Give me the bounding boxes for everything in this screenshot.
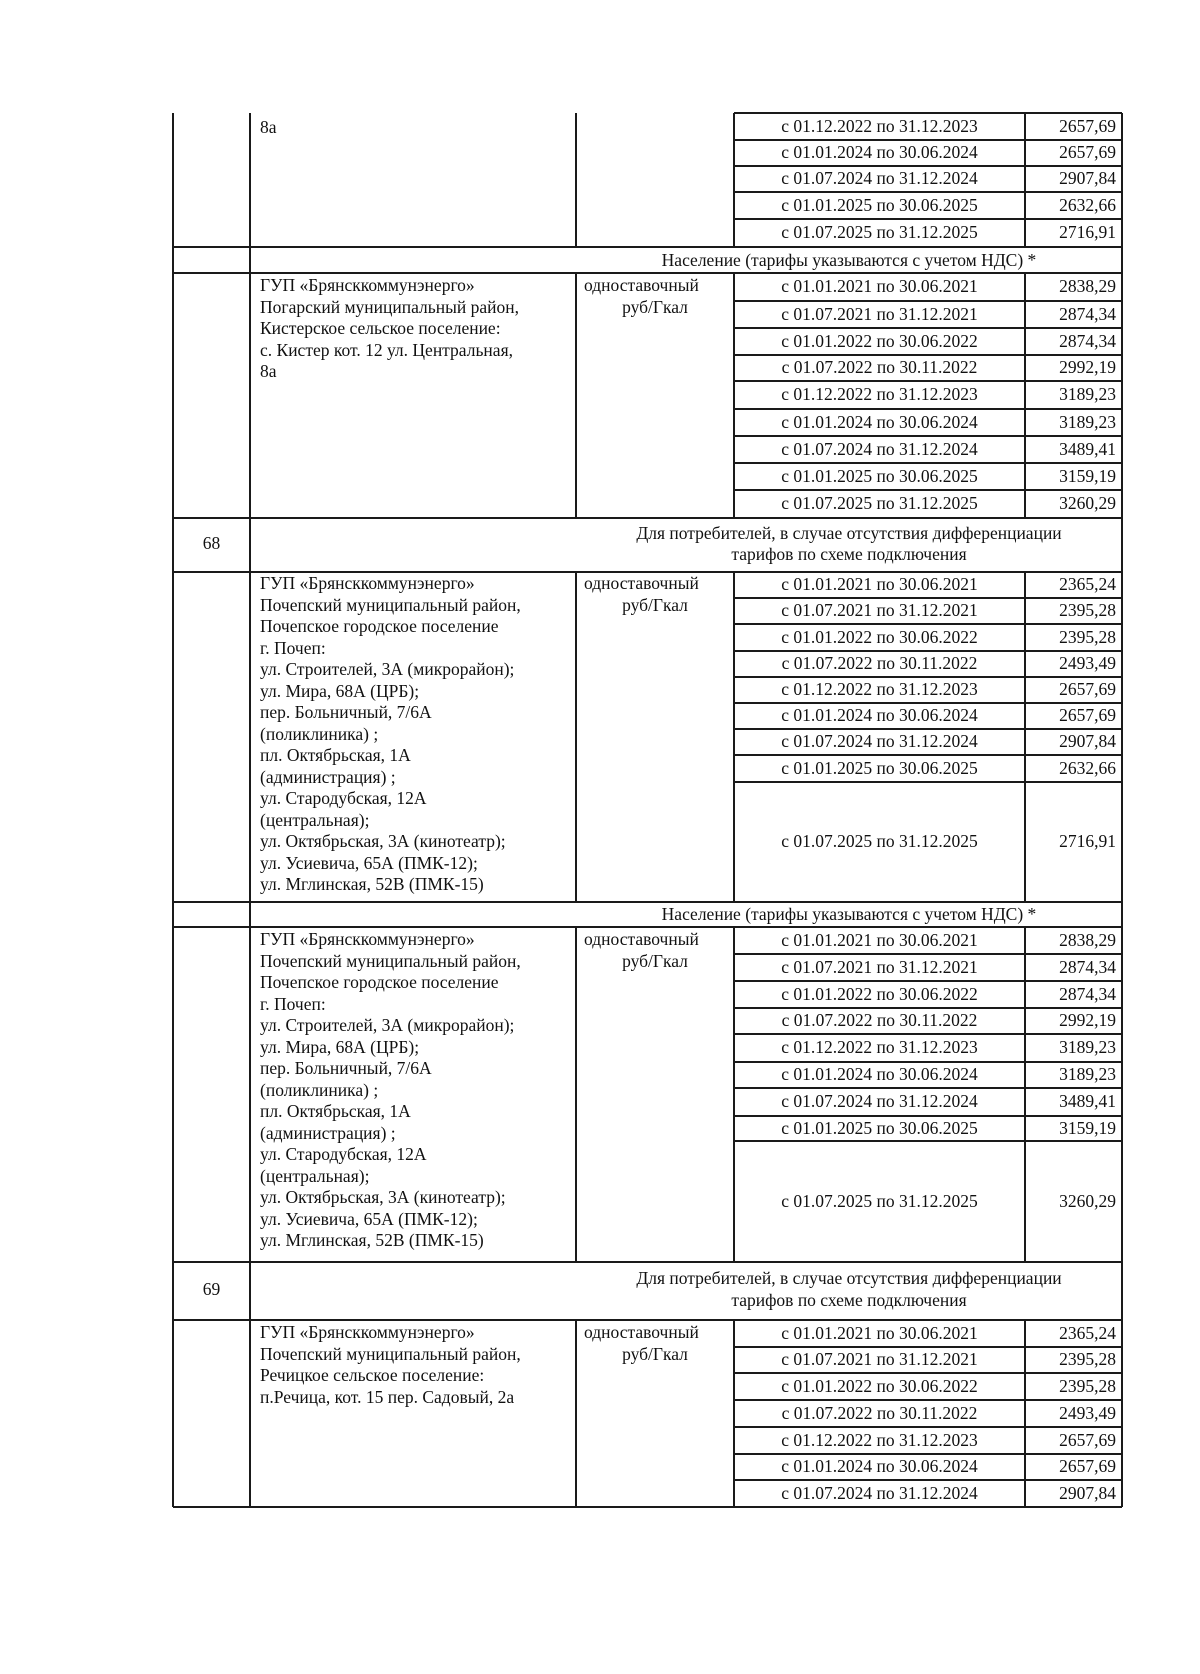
- consumers-header: Для потребителей, в случае отсутствия дифференциации: [636, 523, 1062, 543]
- org-pochep-pop-line: (администрация) ;: [260, 1122, 396, 1143]
- org-rechitsa-line: п.Речица, кот. 15 пер. Садовый, 2а: [260, 1386, 515, 1407]
- population-header: Население (тарифы указываются с учетом НДС) *: [661, 904, 1037, 924]
- pochep-date: с 01.07.2022 по 30.11.2022: [781, 653, 978, 673]
- pochep-value: 2907,84: [1059, 731, 1116, 751]
- pochep-value: 2632,66: [1059, 757, 1116, 778]
- kister-value: 2992,19: [1059, 357, 1116, 377]
- pochep-value: 2493,49: [1059, 653, 1116, 673]
- pochep-pop-value: 3260,29: [1059, 1190, 1116, 1211]
- kister-value: 2838,29: [1059, 276, 1116, 296]
- pochep-pop-date: с 01.01.2024 по 30.06.2024: [781, 1064, 978, 1084]
- kister-value: 3189,23: [1059, 384, 1116, 404]
- pochep-pop-date: с 01.07.2021 по 31.12.2021: [781, 956, 978, 977]
- rechitsa-date: с 01.12.2022 по 31.12.2023: [781, 1429, 978, 1450]
- pochep-pop-date: с 01.07.2022 по 30.11.2022: [781, 1010, 978, 1030]
- org-pochep-line: пер. Больничный, 7/6А: [260, 702, 432, 722]
- pochep-date: с 01.07.2021 по 31.12.2021: [781, 600, 978, 620]
- pochep-value: 2395,28: [1059, 626, 1116, 647]
- block0-value: 2632,66: [1059, 194, 1116, 215]
- tariff-type: [584, 1322, 699, 1344]
- tariff-unit: руб/Гкал: [622, 297, 688, 317]
- rechitsa-date: с 01.07.2021 по 31.12.2021: [781, 1349, 978, 1369]
- org-pochep-line: Почепское городское поселение: [260, 616, 499, 636]
- tariff-unit: руб/Гкал: [622, 595, 688, 615]
- pochep-date: с 01.07.2025 по 31.12.2025: [781, 831, 978, 851]
- row-number-69: 69: [202, 1279, 221, 1299]
- org-pochep-pop-line: Почепское городское поселение: [260, 972, 499, 992]
- kister-date: с 01.01.2024 по 30.06.2024: [781, 411, 978, 432]
- rechitsa-value: 2657,69: [1059, 1429, 1116, 1450]
- pochep-pop-value: 2838,29: [1059, 929, 1116, 950]
- pochep-pop-value: 2874,34: [1059, 956, 1116, 977]
- org-pochep-pop-line: ул. Мглинская, 52В (ПМК-15): [260, 1230, 484, 1250]
- kister-value: 3489,41: [1059, 438, 1116, 459]
- pochep-value: 2365,24: [1059, 574, 1116, 594]
- org-pochep-pop-line: ул. Строителей, 3А (микрорайон);: [260, 1015, 515, 1035]
- org-pochep-pop-line: ул. Стародубская, 12А: [260, 1144, 427, 1164]
- kister-value: 3260,29: [1059, 493, 1116, 513]
- block0-value: 2716,91: [1059, 222, 1116, 242]
- kister-date: с 01.12.2022 по 31.12.2023: [781, 384, 978, 404]
- rechitsa-date: с 01.07.2024 по 31.12.2024: [781, 1482, 978, 1503]
- pochep-pop-date: с 01.07.2025 по 31.12.2025: [781, 1190, 978, 1211]
- rechitsa-date: с 01.01.2021 по 30.06.2021: [781, 1322, 978, 1343]
- org-pochep-pop-line: пл. Октябрьская, 1А: [260, 1101, 411, 1121]
- org-pochep-pop-line: ГУП «Брянсккоммунэнерго»: [260, 929, 475, 949]
- row-number-68: 68: [202, 533, 221, 553]
- kister-date: с 01.01.2021 по 30.06.2021: [781, 276, 978, 296]
- tariff-type-line: одноставочный: [584, 275, 699, 295]
- block0-date: с 01.01.2025 по 30.06.2025: [781, 194, 978, 215]
- rechitsa-date: с 01.01.2022 по 30.06.2022: [781, 1375, 978, 1396]
- pochep-value: 2716,91: [1059, 831, 1116, 851]
- pochep-pop-value: 2874,34: [1059, 983, 1116, 1004]
- pochep-pop-date: с 01.01.2021 по 30.06.2021: [781, 929, 978, 950]
- org-kister-line: с. Кистер кот. 12 ул. Центральная,: [260, 339, 513, 360]
- org-kister: [260, 275, 519, 383]
- kister-value: 3189,23: [1059, 411, 1116, 432]
- org-pochep-pop-line: г. Почеп:: [260, 993, 326, 1014]
- kister-value: 2874,34: [1059, 330, 1116, 351]
- org-rechitsa-line: ГУП «Брянсккоммунэнерго»: [260, 1322, 475, 1342]
- block0-date: с 01.12.2022 по 31.12.2023: [781, 115, 978, 136]
- org-rechitsa: [260, 1322, 521, 1408]
- consumers-header: Для потребителей, в случае отсутствия дифференциации: [636, 1268, 1062, 1288]
- org-pochep-pop-line: ул. Октябрьская, 3А (кинотеатр);: [260, 1187, 506, 1207]
- org-pochep-pop: [260, 929, 521, 1252]
- rechitsa-value: 2395,28: [1059, 1375, 1116, 1396]
- tariff-type: [584, 275, 699, 297]
- kister-date: с 01.07.2022 по 30.11.2022: [781, 357, 978, 377]
- org-pochep-line: пл. Октябрьская, 1А: [260, 745, 411, 765]
- rechitsa-value: 2395,28: [1059, 1349, 1116, 1369]
- rechitsa-value: 2365,24: [1059, 1322, 1116, 1343]
- tariff-type: [584, 573, 699, 595]
- tariff-unit: руб/Гкал: [622, 951, 688, 971]
- org-pochep-line: ул. Октябрьская, 3А (кинотеатр);: [260, 831, 506, 851]
- block0-value: 2907,84: [1059, 168, 1116, 188]
- pochep-pop-date: с 01.01.2025 по 30.06.2025: [781, 1117, 978, 1138]
- rechitsa-value: 2657,69: [1059, 1456, 1116, 1476]
- org-pochep-line: ул. Строителей, 3А (микрорайон);: [260, 659, 515, 679]
- tariff-unit: руб/Гкал: [622, 1344, 688, 1364]
- pochep-value: 2395,28: [1059, 600, 1116, 620]
- pochep-date: с 01.12.2022 по 31.12.2023: [781, 679, 978, 699]
- org-pochep-line: (администрация) ;: [260, 766, 396, 787]
- org-pochep-line: ул. Мглинская, 52В (ПМК-15): [260, 874, 484, 894]
- pochep-date: с 01.01.2025 по 30.06.2025: [781, 757, 978, 778]
- org-pochep-pop-line: ул. Усиевича, 65А (ПМК-12);: [260, 1208, 478, 1229]
- rechitsa-date: с 01.01.2024 по 30.06.2024: [781, 1456, 978, 1476]
- tariff-type-line: одноставочный: [584, 573, 699, 593]
- pochep-value: 2657,69: [1059, 705, 1116, 725]
- pochep-pop-date: с 01.12.2022 по 31.12.2023: [781, 1037, 978, 1057]
- population-header: Население (тарифы указываются с учетом НДС) *: [661, 250, 1037, 270]
- block0-date: с 01.01.2024 по 30.06.2024: [781, 142, 978, 162]
- org-pochep-line: ул. Усиевича, 65А (ПМК-12);: [260, 852, 478, 873]
- rechitsa-value: 2493,49: [1059, 1402, 1116, 1423]
- org-pochep-line: ул. Мира, 68А (ЦРБ);: [260, 680, 420, 701]
- org-pochep-line: ГУП «Брянсккоммунэнерго»: [260, 573, 475, 593]
- pochep-pop-value: 3189,23: [1059, 1037, 1116, 1057]
- pochep-date: с 01.01.2022 по 30.06.2022: [781, 626, 978, 647]
- pochep-date: с 01.01.2021 по 30.06.2021: [781, 574, 978, 594]
- org-kister-line: Кистерское сельское поселение:: [260, 318, 501, 338]
- kister-value: 2874,34: [1059, 303, 1116, 324]
- org-pochep-pop-line: (центральная);: [260, 1165, 370, 1186]
- org-kister-line: Погарский муниципальный район,: [260, 296, 519, 317]
- pochep-pop-value: 3189,23: [1059, 1064, 1116, 1084]
- tariff-type: [584, 929, 699, 951]
- org-pochep-line: ул. Стародубская, 12А: [260, 788, 427, 808]
- org-pochep-line: (центральная);: [260, 809, 370, 830]
- kister-value: 3159,19: [1059, 465, 1116, 486]
- kister-date: с 01.07.2025 по 31.12.2025: [781, 493, 978, 513]
- block0-value: 2657,69: [1059, 142, 1116, 162]
- pochep-pop-value: 3489,41: [1059, 1091, 1116, 1111]
- block0-date: с 01.07.2025 по 31.12.2025: [781, 222, 978, 242]
- rechitsa-date: с 01.07.2022 по 30.11.2022: [781, 1402, 978, 1423]
- org-pochep-pop-line: пер. Больничный, 7/6А: [260, 1058, 432, 1078]
- pochep-pop-date: с 01.07.2024 по 31.12.2024: [781, 1091, 978, 1111]
- tariff-type-line: одноставочный: [584, 1322, 699, 1342]
- org-pochep: [260, 573, 521, 896]
- org-pochep-line: Почепский муниципальный район,: [260, 594, 521, 615]
- org-pochep-line: г. Почеп:: [260, 637, 326, 658]
- org-kister-line: ГУП «Брянсккоммунэнерго»: [260, 275, 475, 295]
- kister-date: с 01.07.2021 по 31.12.2021: [781, 303, 978, 324]
- pochep-date: с 01.01.2024 по 30.06.2024: [781, 705, 978, 725]
- org-pochep-pop-line: Почепский муниципальный район,: [260, 950, 521, 971]
- block0-date: с 01.07.2024 по 31.12.2024: [781, 168, 978, 188]
- kister-date: с 01.01.2022 по 30.06.2022: [781, 330, 978, 351]
- pochep-pop-date: с 01.01.2022 по 30.06.2022: [781, 983, 978, 1004]
- pochep-pop-value: 2992,19: [1059, 1010, 1116, 1030]
- consumers-header-2: тарифов по схеме подключения: [731, 544, 967, 564]
- kister-date: с 01.07.2024 по 31.12.2024: [781, 438, 978, 459]
- org-pochep-pop-line: ул. Мира, 68А (ЦРБ);: [260, 1036, 420, 1057]
- org-kister-line: 8а: [260, 361, 277, 381]
- block0-value: 2657,69: [1059, 115, 1116, 136]
- pochep-value: 2657,69: [1059, 679, 1116, 699]
- consumers-header-2: тарифов по схеме подключения: [731, 1290, 967, 1310]
- org-pochep-pop-line: (поликлиника) ;: [260, 1079, 379, 1100]
- pochep-date: с 01.07.2024 по 31.12.2024: [781, 731, 978, 751]
- org-pochep-line: (поликлиника) ;: [260, 723, 379, 744]
- rechitsa-value: 2907,84: [1059, 1482, 1116, 1503]
- org-rechitsa-line: Почепский муниципальный район,: [260, 1343, 521, 1364]
- kister-date: с 01.01.2025 по 30.06.2025: [781, 465, 978, 486]
- tariff-type-line: одноставочный: [584, 929, 699, 949]
- org-rechitsa-line: Речицкое сельское поселение:: [260, 1365, 485, 1385]
- pochep-pop-value: 3159,19: [1059, 1117, 1116, 1138]
- address-tail: 8а: [260, 117, 277, 137]
